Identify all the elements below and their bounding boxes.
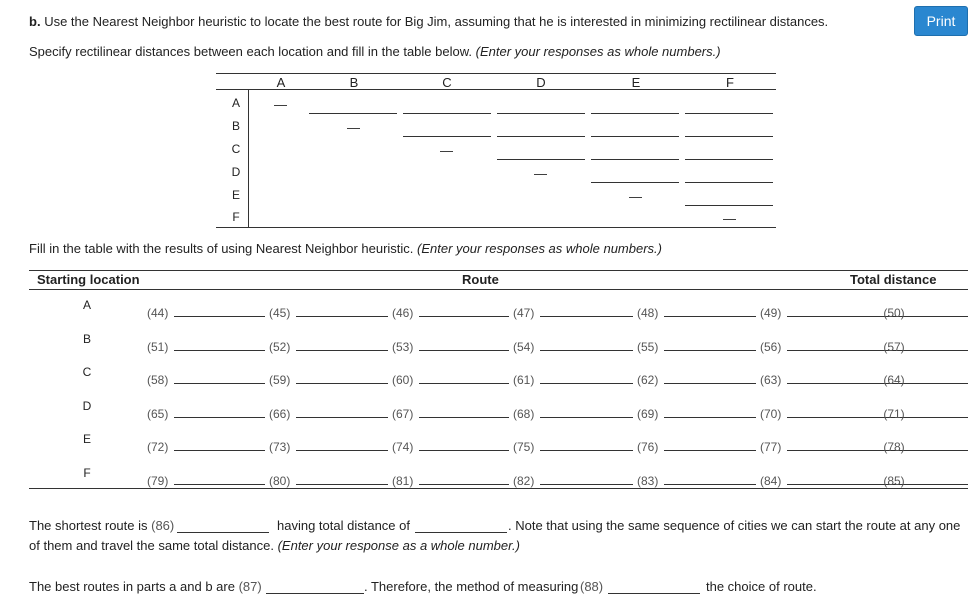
total-num: (64) <box>883 373 905 387</box>
distance-input-d-e[interactable] <box>591 182 679 183</box>
nn-instructions <box>29 241 662 256</box>
diagonal-dash: — <box>440 143 453 158</box>
total-num: (57) <box>883 339 905 354</box>
route-input[interactable] <box>174 417 265 418</box>
col-header-f: F <box>726 75 734 90</box>
dist-header-rule <box>216 89 776 90</box>
distance-input-d-f[interactable] <box>685 182 773 183</box>
dist-bottom-rule <box>216 227 776 228</box>
route-input[interactable] <box>664 484 756 485</box>
route-num: (46) <box>392 306 414 320</box>
having-text: having total distance of <box>277 518 410 533</box>
route-num: (69) <box>637 406 659 421</box>
route-num: (61) <box>513 373 535 387</box>
route-num: (53) <box>392 339 414 354</box>
route-input[interactable] <box>540 383 633 384</box>
route-input[interactable] <box>296 383 388 384</box>
distance-input-c-e[interactable] <box>591 159 679 160</box>
route-num: (72) <box>147 440 169 454</box>
row-header-a: A <box>231 96 240 110</box>
route-input[interactable] <box>664 383 756 384</box>
route-input[interactable] <box>296 417 388 418</box>
row-header-f: F <box>232 210 240 224</box>
route-num: (84) <box>760 473 782 488</box>
distance-input-b-d[interactable] <box>497 136 585 137</box>
route-num: (67) <box>392 406 414 421</box>
distance-input-e-f[interactable] <box>685 205 773 206</box>
route-input[interactable] <box>296 350 388 351</box>
col-header-a: A <box>276 75 286 90</box>
nn-header-rule <box>29 289 968 290</box>
line2 <box>29 538 520 553</box>
header-route: Route <box>462 272 499 287</box>
route-num: (52) <box>269 339 291 354</box>
shortest-prefix: The shortest route is <box>29 518 148 533</box>
distance-input-a-c[interactable] <box>403 113 491 114</box>
total-num: (50) <box>883 306 905 320</box>
best-num: (87) <box>238 579 262 594</box>
start-location-f: F <box>83 465 91 480</box>
route-num: (79) <box>147 473 169 488</box>
route-num: (76) <box>637 440 659 454</box>
route-num: (74) <box>392 440 414 454</box>
route-num: (54) <box>513 339 535 354</box>
route-input[interactable] <box>540 450 633 451</box>
route-input[interactable] <box>174 450 265 451</box>
route-input[interactable] <box>664 350 756 351</box>
route-num: (45) <box>269 306 291 320</box>
route-num: (44) <box>147 306 169 320</box>
col-header-b: B <box>349 75 359 90</box>
route-input[interactable] <box>664 417 756 418</box>
diagonal-dash: — <box>723 211 736 226</box>
route-num: (63) <box>760 373 782 387</box>
route-input[interactable] <box>296 484 388 485</box>
distance-input-a-b[interactable] <box>309 113 397 114</box>
route-input[interactable] <box>174 350 265 351</box>
start-location-e: E <box>82 432 91 446</box>
route-num: (81) <box>392 473 414 488</box>
question-body: Use the Nearest Neighbor heuristic to locate the best route for Big Jim, assuming that he is interested in minimizing rectilinear distances. <box>44 14 829 29</box>
route-num: (70) <box>760 406 782 421</box>
route-num: (75) <box>513 440 535 454</box>
nn-text: Fill in the table with the results of using Nearest Neighbor heuristic. <box>29 241 414 256</box>
route-input[interactable] <box>540 417 633 418</box>
line2-text: of them and travel the same total distance. <box>29 538 274 553</box>
question-text <box>29 14 828 29</box>
header-starting-location: Starting location <box>37 272 140 287</box>
row-header-d: D <box>231 165 241 179</box>
row-header-b: B <box>231 119 240 133</box>
distance-input-b-c[interactable] <box>403 136 491 137</box>
start-location-d: D <box>82 398 92 413</box>
route-num: (77) <box>760 440 782 454</box>
col-header-d: D <box>536 75 546 90</box>
route-num: (48) <box>637 306 659 320</box>
row-header-c: C <box>231 142 241 156</box>
distance-input-a-e[interactable] <box>591 113 679 114</box>
diagonal-dash: — <box>534 166 547 181</box>
col-header-c: C <box>442 75 452 90</box>
print-button[interactable]: Print <box>914 6 968 36</box>
shortest-route-line <box>29 518 174 533</box>
route-num: (60) <box>392 373 414 387</box>
route-input[interactable] <box>419 484 509 485</box>
choice-text: the choice of route. <box>706 579 817 594</box>
route-input[interactable] <box>419 350 509 351</box>
line2-note: (Enter your response as a whole number.) <box>277 538 520 553</box>
dist-top-rule <box>216 73 776 74</box>
part-label: b. <box>29 14 41 29</box>
start-location-c: C <box>82 365 92 379</box>
total-distance-input[interactable] <box>415 532 507 533</box>
route-num: (65) <box>147 406 169 421</box>
therefore-text: . Therefore, the method of measuring <box>364 579 579 594</box>
total-num: (78) <box>883 440 905 454</box>
route-input[interactable] <box>419 383 509 384</box>
best-routes-input[interactable] <box>266 593 364 594</box>
instructions <box>29 44 721 59</box>
shortest-route-input[interactable] <box>177 532 269 533</box>
route-num: (68) <box>513 406 535 421</box>
distance-input-c-d[interactable] <box>497 159 585 160</box>
route-input[interactable] <box>540 350 633 351</box>
col-header-e: E <box>631 75 641 90</box>
diagonal-dash: — <box>347 120 360 135</box>
diagonal-dash: — <box>629 189 642 204</box>
start-location-a: A <box>82 298 91 312</box>
distance-input-a-d[interactable] <box>497 113 585 114</box>
route-input[interactable] <box>419 450 509 451</box>
instructions-text: Specify rectilinear distances between each location and fill in the table below. <box>29 44 472 59</box>
route-num: (55) <box>637 339 659 354</box>
route-num: (82) <box>513 473 535 488</box>
route-input[interactable] <box>296 450 388 451</box>
start-location-b: B <box>82 331 91 346</box>
route-input[interactable] <box>296 316 388 317</box>
route-num: (80) <box>269 473 291 488</box>
route-num: (59) <box>269 373 291 387</box>
dist-row-divider <box>248 89 249 227</box>
route-input[interactable] <box>419 316 509 317</box>
route-input[interactable] <box>664 316 756 317</box>
distance-input-b-e[interactable] <box>591 136 679 137</box>
nn-top-rule <box>29 270 968 271</box>
method-num: (88) <box>580 579 604 594</box>
nn-bottom-rule <box>29 488 968 489</box>
distance-input-c-f[interactable] <box>685 159 773 160</box>
route-num: (47) <box>513 306 535 320</box>
best-prefix: The best routes in parts a and b are <box>29 579 235 594</box>
route-input[interactable] <box>174 484 265 485</box>
route-num: (56) <box>760 339 782 354</box>
method-input[interactable] <box>608 593 700 594</box>
route-num: (51) <box>147 339 169 354</box>
route-num: (73) <box>269 440 291 454</box>
shortest-num: (86) <box>151 518 175 533</box>
distance-input-a-f[interactable] <box>685 113 773 114</box>
route-num: (62) <box>637 373 659 387</box>
route-input[interactable] <box>174 316 265 317</box>
route-input[interactable] <box>174 383 265 384</box>
route-input[interactable] <box>664 450 756 451</box>
route-num: (49) <box>760 306 782 320</box>
route-num: (58) <box>147 373 169 387</box>
nn-note: (Enter your responses as whole numbers.) <box>417 241 662 256</box>
total-num: (71) <box>883 406 905 421</box>
route-input[interactable] <box>540 484 633 485</box>
best-routes-line <box>29 579 262 594</box>
row-header-e: E <box>231 188 240 202</box>
distance-input-b-f[interactable] <box>685 136 773 137</box>
header-total-distance: Total distance <box>850 272 937 287</box>
route-num: (83) <box>637 473 659 488</box>
route-input[interactable] <box>419 417 509 418</box>
diagonal-dash: — <box>274 97 287 112</box>
total-num: (85) <box>883 473 905 488</box>
instructions-note: (Enter your responses as whole numbers.) <box>475 44 721 59</box>
route-input[interactable] <box>540 316 633 317</box>
route-num: (66) <box>269 406 291 421</box>
note-rest: . Note that using the same sequence of cities we can start the route at any one <box>508 518 961 533</box>
